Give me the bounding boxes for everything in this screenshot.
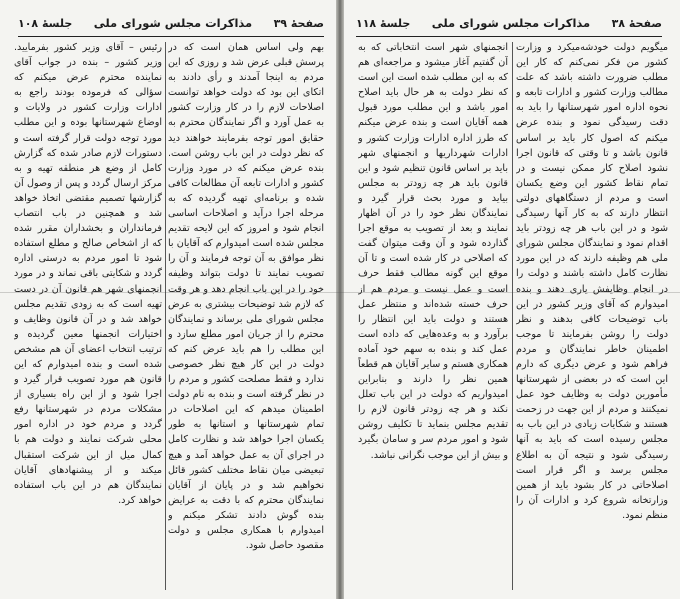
- left-page-header: [18, 10, 324, 37]
- right-page-session: جلسهٔ ۱۱۸: [356, 16, 411, 30]
- left-page-column-divider: [165, 42, 166, 590]
- right-page-column-2: [358, 40, 508, 590]
- left-page-title: مذاکرات مجلس شورای ملی: [93, 16, 253, 30]
- left-page-number: صفحهٔ ۳۹: [273, 16, 324, 30]
- paper-fold-line: [0, 292, 680, 293]
- right-page-column-1-text: میگویم دولت خودشه‌میکرد و وزارت کشور من فکر نمی‌کنم که کار این مطلب ضرورت داشته باشد که علت مطالب وزارت کشور و ادارات تابعه و نحوه اداره امور شهرستانها را باید به دقت رسیدگی نمود و بنده عرض میکنم که اصول کار باید بر اساس قانون باشد و تا وقتی که قانون اجرا نشود اصلاح کار ممکن نیست و در تمام نقاط کشور این وضع یکسان است و مردم از دستگاههای دولتی انتظار دارند که به کار آنها رسیدگی شود و در این باب هر چه زودتر باید اقدام نمود و نمایندگان مجلس شورای ملی هم وظیفه دارند که در این مورد نظارت کامل داشته باشند و دولت را در انجام وظایفش یاری دهند و بنده امیدوارم که آقای وزیر کشور در این باب توضیحات کافی بدهند و نظر دولت را روشن بفرمایند تا موجب اطمینان خاطر نمایندگان و مردم فراهم شود و عرض دیگری که دارم این است که در بعضی از شهرستانها مأمورین دولت به وظایف خود عمل نمیکنند و مردم از این جهت در زحمت هستند و شکایات زیادی در این باب به مجلس رسیده است که باید به آنها رسیدگی شود و نتیجه آن به اطلاع مجلس برسد و اگر قرار است اصلاحاتی در کار بشود باید از همین وزارتخانه شروع کرد و ادارات آن را منظم نمود.: [516, 42, 668, 521]
- right-page-column-2-text: انجمنهای شهر است انتخاباتی که به آن گفتیم آغاز میشود و مراجعه‌ای هم که به این مطلب شده است این است که نظر دولت به هر حال باید اصلاح امور باشد و این مطلب مورد قبول همه آقایان است و بنده عرض میکنم که طرز اداره ادارات وزارت کشور و ادارات شهرداریها و انجمنهای شهر باید بر اساس قانون تنظیم شود و این قانون باید هر چه زودتر به مجلس بیاید و مورد بحث قرار گیرد و نمایندگان نظر خود را در آن اظهار نمایند و بعد از تصویب به موقع اجرا گذارده شود و آن وقت میتوان گفت که اصلاحی در کار شده است و تا آن موقع این گونه مطالب فقط حرف است و عمل نیست و مردم هم از حرف خسته شده‌اند و منتظر عمل هستند و دولت باید این انتظار را برآورد و به وعده‌هایی که داده است عمل کند و بنده به سهم خود آماده همکاری هستم و سایر آقایان هم قطعاً همین نظر را دارند و بنابراین امیدواریم که دولت در این باب تعلل نکند و هر چه زودتر قانون لازم را تقدیم مجلس بنماید تا تکلیف روشن شود و امور مردم سر و سامان بگیرد و بیش از این موجب نگرانی نباشد.: [358, 42, 508, 461]
- left-page-column-2-text: رئیس – آقای وزیر کشور بفرمایید. وزیر کشور – بنده در جواب آقای نماینده محترم عرض میکنم که سؤالی که فرموده بودند راجع به ادارات وزارت کشور در ولایات و اوضاع شهرستانها بوده و این مطلب مورد توجه دولت قرار گرفته است و دستورات لازم صادر شده که گزارش کامل از وضع هر منطقه تهیه و به مرکز ارسال گردد و پس از وصول آن گزارشها تصمیم مقتضی اتخاذ خواهد شد و همچنین در باب انتصاب فرمانداران و بخشداران مقرر شده که از اشخاص صالح و مطلع استفاده شود تا امور مردم به درستی اداره گردد و شکایتی باقی نماند و در مورد انجمنهای شهر هم قانون آن در دست تهیه است که به زودی تقدیم مجلس خواهد شد و در آن قانون وظایف و اختیارات انجمنها معین گردیده و ترتیب انتخاب اعضای آن هم مشخص شده است و بنده امیدوارم که این قانون هم مورد تصویب قرار گیرد و اجرا شود و از این راه بسیاری از مشکلات مردم در شهرستانها رفع گردد و مردم خود در اداره امور محلی شرکت نمایند و دولت هم با کمال میل از این شرکت استقبال میکند و از پیشنهادهای آقایان نمایندگان هم در این باب استفاده خواهد کرد.: [14, 42, 162, 506]
- right-page: [344, 0, 680, 599]
- right-page-column-1: [516, 40, 668, 590]
- right-page-number: صفحهٔ ۳۸: [611, 16, 662, 30]
- right-page-column-divider: [512, 42, 513, 590]
- left-page-session: جلسهٔ ۱۰۸: [18, 16, 73, 30]
- left-page-column-1-text: بهم ولی اساس همان است که در پرسش قبلی عرض شد و روزی که این مردم به اینجا آمدند و رأی دادند به اتکای این بود که دولت خواهد توانست اصلاحات لازم را در کار وزارت کشور به عمل آورد و اگر نمایندگان محترم به حقایق امور توجه بفرمایند خواهند دید که نظر دولت در این باب روشن است. بنده عرض میکنم که در مورد وزارت کشور و ادارات تابعه آن مطالعات کافی شده و برنامه‌ای تهیه گردیده که به مرحله اجرا درآید و اصلاحات اساسی انجام شود و امروز که این لایحه تقدیم مجلس شده است امیدوارم که آقایان با نظر موافق به آن توجه فرمایند و آن را تصویب نمایند تا دولت بتواند وظیفه خود را در این باب انجام دهد و هر وقت که لازم شد توضیحات بیشتری به عرض مجلس شورای ملی برساند و نمایندگان محترم را از جریان امور مطلع سازد و این مطلب را هم باید عرض کنم که دولت در این کار هیچ نظر خصوصی ندارد و فقط مصلحت کشور و مردم را در نظر گرفته است و بنده به نام دولت اطمینان میدهم که این اصلاحات در تمام شهرستانها و استانها به طور یکسان اجرا خواهد شد و نظارت کامل در اجرای آن به عمل خواهد آمد و هیچ تبعیضی میان نقاط مختلف کشور قائل نخواهیم شد و در پایان از آقایان نمایندگان محترم که با دقت به عرایض بنده گوش دادند تشکر میکنم و امیدوارم با همکاری مجلس و دولت مقصود حاصل شود.: [168, 42, 324, 552]
- left-page: [0, 0, 336, 599]
- left-page-column-1: [168, 40, 324, 590]
- right-page-title: مذاکرات مجلس شورای ملی: [431, 16, 591, 30]
- left-page-column-2: [14, 40, 162, 590]
- right-page-header: [356, 10, 662, 37]
- book-gutter: [336, 0, 344, 599]
